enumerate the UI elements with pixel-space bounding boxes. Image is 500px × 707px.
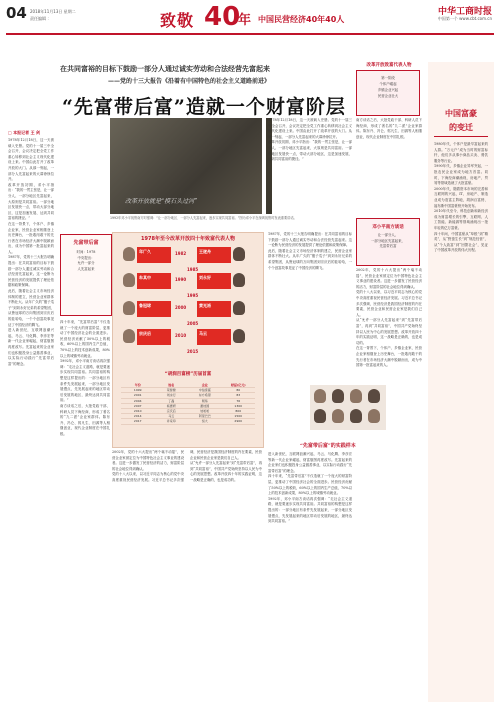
sidebar-body: 1980年代，个体户是最早富起来的人群。“万元户”成为当时的财富标杆，他们多从事小商品买卖、餐饮服务等行业。 1990年代，乡镇企业异军突起，一批农民企业家成为地方首富。同时，下海经商潮涌现，房地产、贸易等领域造就了大批富豪。 2000年代，随着资本市场的完善和互联网的兴起，IT、房地产、制造业成为造富主阵地，胡润百富榜、福布斯中国富豪榜开始发布。 2010年代至今，科技创新和新经济成为财富增长的引擎，互联网、人工智能、新能源等领域涌现出一批年轻的亿万富豪。 四十年间，中国富豪从“草根”到“精英”，从“野蛮生长”到“规范经营”，从“个人致富”到“回馈社会”，见证了中国改革开放的伟大历程。 [434,142,488,253]
grid-portrait [332,389,344,403]
body-column-1: 1978年12月18日，这一天被载入史册。党的十一届三中全会召开，会议决定把全党工作重心转移到社会主义现代化建设上来。中国由此打开了改革开放的大门。从那一刻起，一部分人先富起来的大幕徐徐拉开。 改革开放初期，邓小平指出：“我的一贯主张是，让一部分人、一部分地区先富起来，大原则是共同富裕。一部分地区发展快一点，带动大部分地区，这是加速发展、达到共同富裕的捷径。” 在这一背景下，个体户、乡镇企业家、民营企业家相继登上历史舞台，一批敢闯敢干的先行者在市场经济大潮中脱颖而出，成为中国第一批富起来的人。 1987年，党的十三大报告明确提出：在共同富裕的目标下鼓励一部分人通过诚实劳动和合法经营先富起来。这一论断为民营经济的发展提供了理论依据和政策保障。 此后，随着社会主义市场经济体制的建立，民营企业家群体不断壮大。从年广久的“傻子瓜子”到刘永好兄弟的希望集团，从鲁冠球的万向集团到宗庆后的娃哈哈，一个个创富故事见证了中国经济的腾飞。 进入新世纪，互联网浪潮兴起，马云、马化腾、李彦宏等新一代企业家崛起，财富版图再度改写。先富起来的企业家们也积极投身公益慈善事业，以实际行动践行“先富带后富”的理念。 [8,138,54,366]
masthead-tribute: 致敬 [160,11,195,30]
portrait-8 [233,329,245,343]
portrait-4 [233,273,245,287]
grid-portrait [332,409,344,423]
graphic-box-3: 牟其中 [137,273,171,289]
masthead-subtitle: 中国民营经济40年40人 [258,15,345,24]
portrait-2 [233,247,245,261]
graphic-box-4: 刘永好 [197,273,231,289]
wealth-timeline-graphic: 1978年至今改革开放四十年致富代表人物 年广久 1982 王遂舟 1985 牟其中 1990 刘永好 1995 鲁冠球 2000 黄光裕 2005 宗庆后 2010 马云 2015 “胡润百富榜”历届首富 年份 姓名 企业 财富(亿元) 1999 荣智健 中信泰富 80 2001 刘永行 东方希望 83 2004 丁磊 网易 76 2007 杨惠妍 碧桂园 1300 2010 宗庆后 娃哈哈 800 2014 马云 阿里巴巴 1500 2017 许家印 恒大 2900 [112,232,264,448]
grid-portrait [314,389,326,403]
table-row: 2017 许家印 恒大 2900 [121,419,255,424]
masthead-40: 40 [204,2,241,32]
quote-box: 邓小平南方谈话 让一部分人、 一部分地区先富起来， 先富带后富 [356,218,420,266]
graphic-box-7: 宗庆后 [137,329,171,345]
graphic-title: 1978年至今改革开放四十年致富代表人物 [141,236,235,242]
graphic-box-2: 王遂舟 [197,247,231,263]
editor-line: 责任编辑 ： [30,16,52,21]
body-column-6-top: 南方谈话之后，大批党政干部、科研人员下海经商，形成了著名的“九二派”企业家群体。陈东升、冯仑、郭凡生、田源等人相继创业，现代企业制度在中国扎根。 [356,118,422,139]
body-column-6: 2002年，党的十六大提出“两个毫不动摇”，民营企业家被定位为中国特色社会主义事业的建设者。这进一步激发了民营经济的活力，财富阶层的社会地位得到确认。 党的十八大以来，以习近平同志为核心的党中央高度重视民营经济发展。习近平总书记多次强调，民营经济是我国经济制度的内在要素，民营企业和民营企业家是我们自己人。 从“允许一部分人先富起来”到“先富带后富”，再到“共同富裕”，中国共产党始终坚持以人民为中心的发展思想。改革开放四十年的实践证明，这一战略是正确的，也是成功的。 在这一背景下，个体户、乡镇企业家、民营企业家相继登上历史舞台，一批敢闯敢干的先行者在市场经济大潮中脱颖而出，成为中国第一批富起来的人。 [356,268,422,368]
graphic-box-1: 年广久 [137,247,171,263]
article-subhead: ——党的十三大报告《沿着有中国特色的社会主义道路前进》 [108,78,271,85]
body-column-3: 2002年，党的十六大提出“两个毫不动摇”，民营企业家被定位为中国特色社会主义事业的建设者。这进一步激发了民营经济的活力，财富阶层的社会地位得到确认。 党的十八大以来，以习近平同志为核心的党中央高度重视民营经济发展。习近平总书记多次强调，民营经济是我国经济制度的内在要素，民营企业和民营企业家是我们自己人。 从“允许一部分人先富起来”到“先富带后富”，再到“共同富裕”，中国共产党始终坚持以人民为中心的发展思想。改革开放四十年的实践证明，这一战略是正确的，也是成功的。 [112,450,262,482]
table-row: 2004 丁磊 网易 76 [121,399,255,404]
portrait-7 [123,329,135,343]
graphic-table-title: “胡润百富榜”历届首富 [164,372,212,377]
body-column-5: 进入新世纪，互联网浪潮兴起，马云、马化腾、李彦宏等新一代企业家崛起，财富版图再度改写。先富起来的企业家们也积极投身公益慈善事业，以实际行动践行“先富带后富”的理念。 四十年来，“先富带后富”不仅造就了一个庞大的财富阶层，更推动了中国经济社会的全面进步。民营经济贡献了50%以上的税收，60%以上的国内生产总值，70%以上的技术创新成果，80%以上的城镇劳动就业。 1992年，邓小平南方谈话再次强调：“走社会主义道路，就是要逐步实现共同富裕。共同富裕的构想是这样提出的：一部分地区有条件先发展起来，一部分地区发展慢点，先发展起来的地区带动后发展的地区，最终达到共同富裕。” [268,452,352,524]
body-column-2: 四十年来，“先富带后富”不仅造就了一个庞大的财富阶层，更推动了中国经济社会的全面进步。民营经济贡献了50%以上的税收，60%以上的国内生产总值，70%以上的技术创新成果，80%以上的城镇劳动就业。 1992年，邓小平南方谈话再次强调：“走社会主义道路，就是要逐步实现共同富裕。共同富裕的构想是这样提出的：一部分地区有条件先发展起来，一部分地区发展慢点，先发展起来的地区带动后发展的地区，最终达到共同富裕。” 南方谈话之后，大批党政干部、科研人员下海经商，形成了著名的“九二派”企业家群体。陈东升、冯仑、郭凡生、田源等人相继创业，现代企业制度在中国扎根。 [60,320,110,436]
sidebar-rule [434,136,488,137]
graphic-box-6: 黄光裕 [197,301,231,317]
article-kicker: 在共同富裕的目标下鼓励一部分人通过诚实劳动和合法经营先富起来 [60,64,270,73]
table-header-row: 年份 姓名 企业 财富(亿元) [121,383,255,388]
photo-caption: 1992年邓小平视察南方时强调：“让一部分地区、一部分人先富起来，逐步实现共同富裕。”图为邓小平在深圳视察时发表重要讲话。 [110,216,297,220]
page-number: 04 [6,4,27,22]
table-row: 2010 宗庆后 娃哈哈 800 [121,409,255,414]
table-row: 1999 荣智健 中信泰富 80 [121,388,255,393]
grid-portrait [314,409,326,423]
graphic-box-8: 马云 [197,329,231,345]
pull-box-title: 先富带后富 [73,240,99,246]
graphic-box-5: 鲁冠球 [137,301,171,317]
body-column-4-top: 1978年12月18日，这一天被载入史册。党的十一届三中全会召开，会议决定把全党工作重心转移到社会主义现代化建设上来。中国由此打开了改革开放的大门。从那一刻起，一部分人先富起来的大幕徐徐拉开。 改革开放初期，邓小平指出：“我的一贯主张是，让一部分人、一部分地区先富起来，大原则是共同富裕。一部分地区发展快一点，带动大部分地区，这是加速发展、达到共同富裕的捷径。” [268,118,352,162]
body-column-4: 1987年，党的十三大报告明确提出：在共同富裕的目标下鼓励一部分人通过诚实劳动和合法经营先富起来。这一论断为民营经济的发展提供了理论依据和政策保障。 此后，随着社会主义市场经济体制的建立，民营企业家群体不断壮大。从年广久的“傻子瓜子”到刘永好兄弟的希望集团，从鲁冠球的万向集团到宗庆后的娃哈哈，一个个创富故事见证了中国经济的腾飞。 [268,232,352,270]
table-row: 2001 刘永行 东方希望 83 [121,393,255,398]
photo-overlay-text: 改革开放就是“摸石头过河” [125,198,198,205]
right-box: 第一阶段 个体户崛起 乡镇企业兴起 民营企业壮大 [356,70,420,116]
portrait-6 [233,301,245,315]
sidebar-panel [428,62,494,702]
byline: □ 本报记者 王 剑 [8,130,40,135]
portrait-3 [123,273,135,287]
masthead-year: 年 [238,13,252,28]
richest-table [121,383,255,425]
issue-date: 2018年11月13日 星期二 [30,9,76,14]
table-row: 2014 马云 阿里巴巴 1500 [121,414,255,419]
quote-title: 邓小平南方谈话 [372,225,404,230]
portrait-5 [123,301,135,315]
portrait-1 [123,247,135,261]
newspaper-brand: 中华工商时报 [437,7,492,17]
newspaper-brand-sub: 中国第一个 www.cbt.com.cn [437,16,492,21]
sidebar-title: 中国富豪 [445,108,477,118]
photo-grid-caption: “先富带后富”的实践样本 [300,443,356,449]
header-rule [6,33,494,35]
right-box-title: 改革开放致富代表人物 [366,63,412,68]
sidebar-title-2: 的变迁 [449,122,473,132]
table-row: 2007 杨惠妍 碧桂园 1300 [121,404,255,409]
article-headline: “先富带后富”造就一个财富阶层 [62,96,346,118]
pull-box: 先富带后富 时间：1978 中央提出： 允许一部分 人先富起来 [60,234,112,316]
